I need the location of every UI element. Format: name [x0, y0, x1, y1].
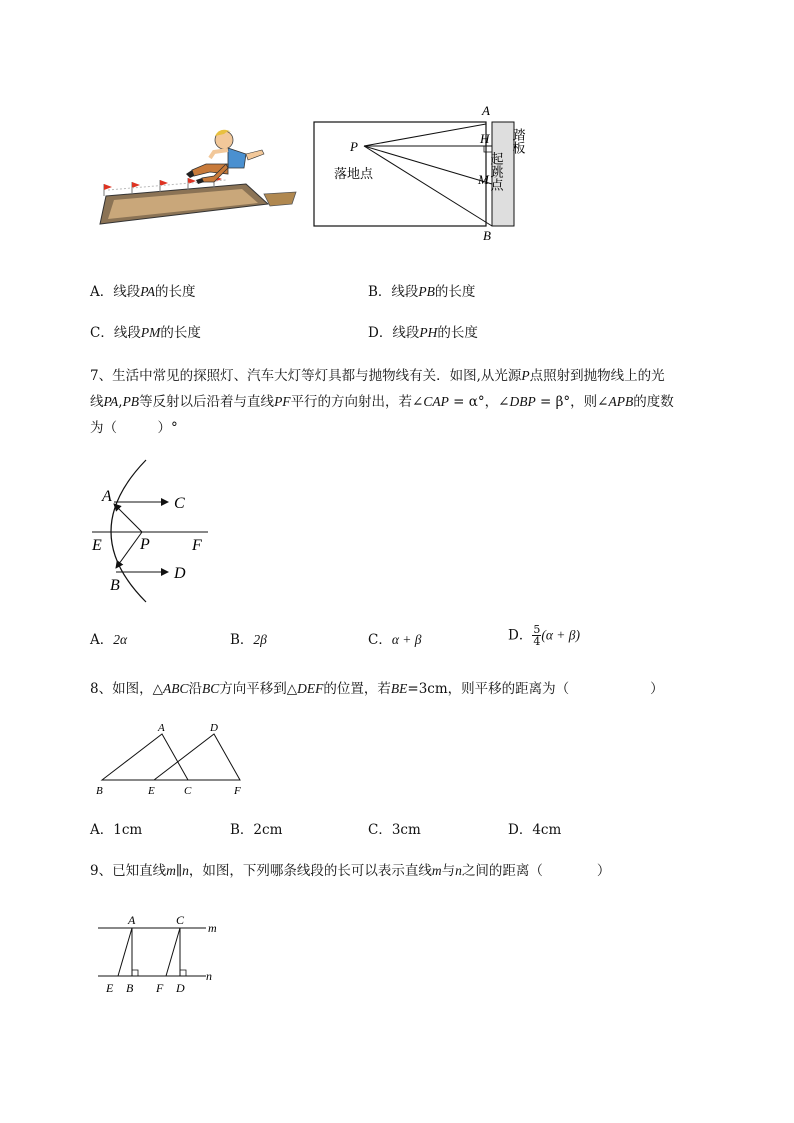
- label-P: P: [140, 536, 150, 553]
- q9-stem: 9、已知直线m∥n，如图，下列哪条线段的长可以表示直线m与n之间的距离（ ）: [90, 863, 611, 879]
- label-E: E: [92, 537, 102, 554]
- q7-stem-line3: 为（ ）°: [90, 420, 178, 436]
- label-F: F: [234, 785, 241, 797]
- q7-option-c[interactable]: C．α + β: [368, 632, 422, 648]
- label-takeoff-point: 起跳点: [488, 152, 504, 191]
- label-board: 踏板: [510, 128, 526, 154]
- label-A: A: [482, 103, 490, 118]
- q8-translation-diagram: [92, 720, 252, 800]
- q7-option-d[interactable]: D． $\frac{5}{4}$ (α + β): [508, 623, 580, 648]
- label-M: M: [478, 172, 489, 187]
- q7-parabola-diagram: [86, 456, 216, 606]
- ray-PA: [114, 504, 142, 532]
- jumper-figure: [186, 130, 264, 184]
- ray-PB: [116, 532, 142, 568]
- right-angle-mark-B: [132, 970, 138, 976]
- q6-option-d[interactable]: D．线段PH的长度: [368, 325, 478, 341]
- q8-option-d[interactable]: D．4cm: [508, 822, 562, 838]
- label-B: B: [110, 577, 120, 594]
- segment-CF: [166, 928, 180, 976]
- label-A: A: [102, 488, 112, 505]
- label-E: E: [148, 785, 155, 797]
- q6-option-b[interactable]: B．线段PB的长度: [368, 284, 476, 300]
- label-F: F: [156, 981, 164, 995]
- segment-PM: [364, 146, 492, 184]
- triangle-ABC: [102, 734, 188, 780]
- label-landing-point: 落地点: [334, 166, 374, 181]
- right-angle-mark-D: [180, 970, 186, 976]
- label-P: P: [350, 139, 358, 154]
- q7-option-b[interactable]: B．2β: [230, 632, 267, 648]
- q8-option-a[interactable]: A．1cm: [90, 822, 143, 838]
- label-B: B: [483, 228, 491, 243]
- label-n: n: [206, 969, 212, 983]
- q8-stem: 8、如图，△ABC沿BC方向平移到△DEF的位置，若BE=3cm，则平移的距离为（ ）: [90, 681, 664, 697]
- label-H: H: [480, 131, 490, 146]
- takeoff-board: [264, 192, 296, 206]
- q8-option-b[interactable]: B．2cm: [230, 822, 283, 838]
- label-C: C: [176, 913, 185, 927]
- label-C: C: [184, 785, 192, 797]
- label-D: D: [174, 565, 186, 582]
- label-E: E: [106, 981, 114, 995]
- label-A: A: [158, 722, 165, 734]
- label-B: B: [126, 981, 134, 995]
- label-D: D: [176, 981, 185, 995]
- q6-option-c[interactable]: C．线段PM的长度: [90, 325, 201, 341]
- long-jump-illustration: [96, 124, 302, 228]
- q7-stem-line2: 线PA,PB等反射以后沿着与直线PF平行的方向射出，若∠CAP = α°，∠DBP = β°，则∠APB的度数: [90, 394, 674, 410]
- label-C: C: [174, 495, 185, 512]
- fraction-five-fourths: $\frac{5}{4}$: [533, 623, 541, 648]
- segment-AE: [118, 928, 132, 976]
- q7-stem-line1: 7、生活中常见的探照灯、汽车大灯等灯具都与抛物线有关．如图,从光源P点照射到抛物线上的光: [90, 368, 665, 384]
- segment-PA: [364, 124, 486, 146]
- q9-parallel-lines-diagram: [94, 908, 224, 998]
- q7-option-a[interactable]: A．2α: [90, 632, 128, 648]
- label-m: m: [208, 921, 217, 935]
- q8-option-c[interactable]: C．3cm: [368, 822, 421, 838]
- q6-option-a[interactable]: A．线段PA的长度: [90, 284, 196, 300]
- label-A: A: [128, 913, 136, 927]
- label-F: F: [192, 537, 202, 554]
- triangle-DEF: [154, 734, 240, 780]
- label-B: B: [96, 785, 103, 797]
- label-D: D: [210, 722, 218, 734]
- landing-geometry-diagram: [308, 100, 544, 246]
- segment-PB: [364, 146, 492, 226]
